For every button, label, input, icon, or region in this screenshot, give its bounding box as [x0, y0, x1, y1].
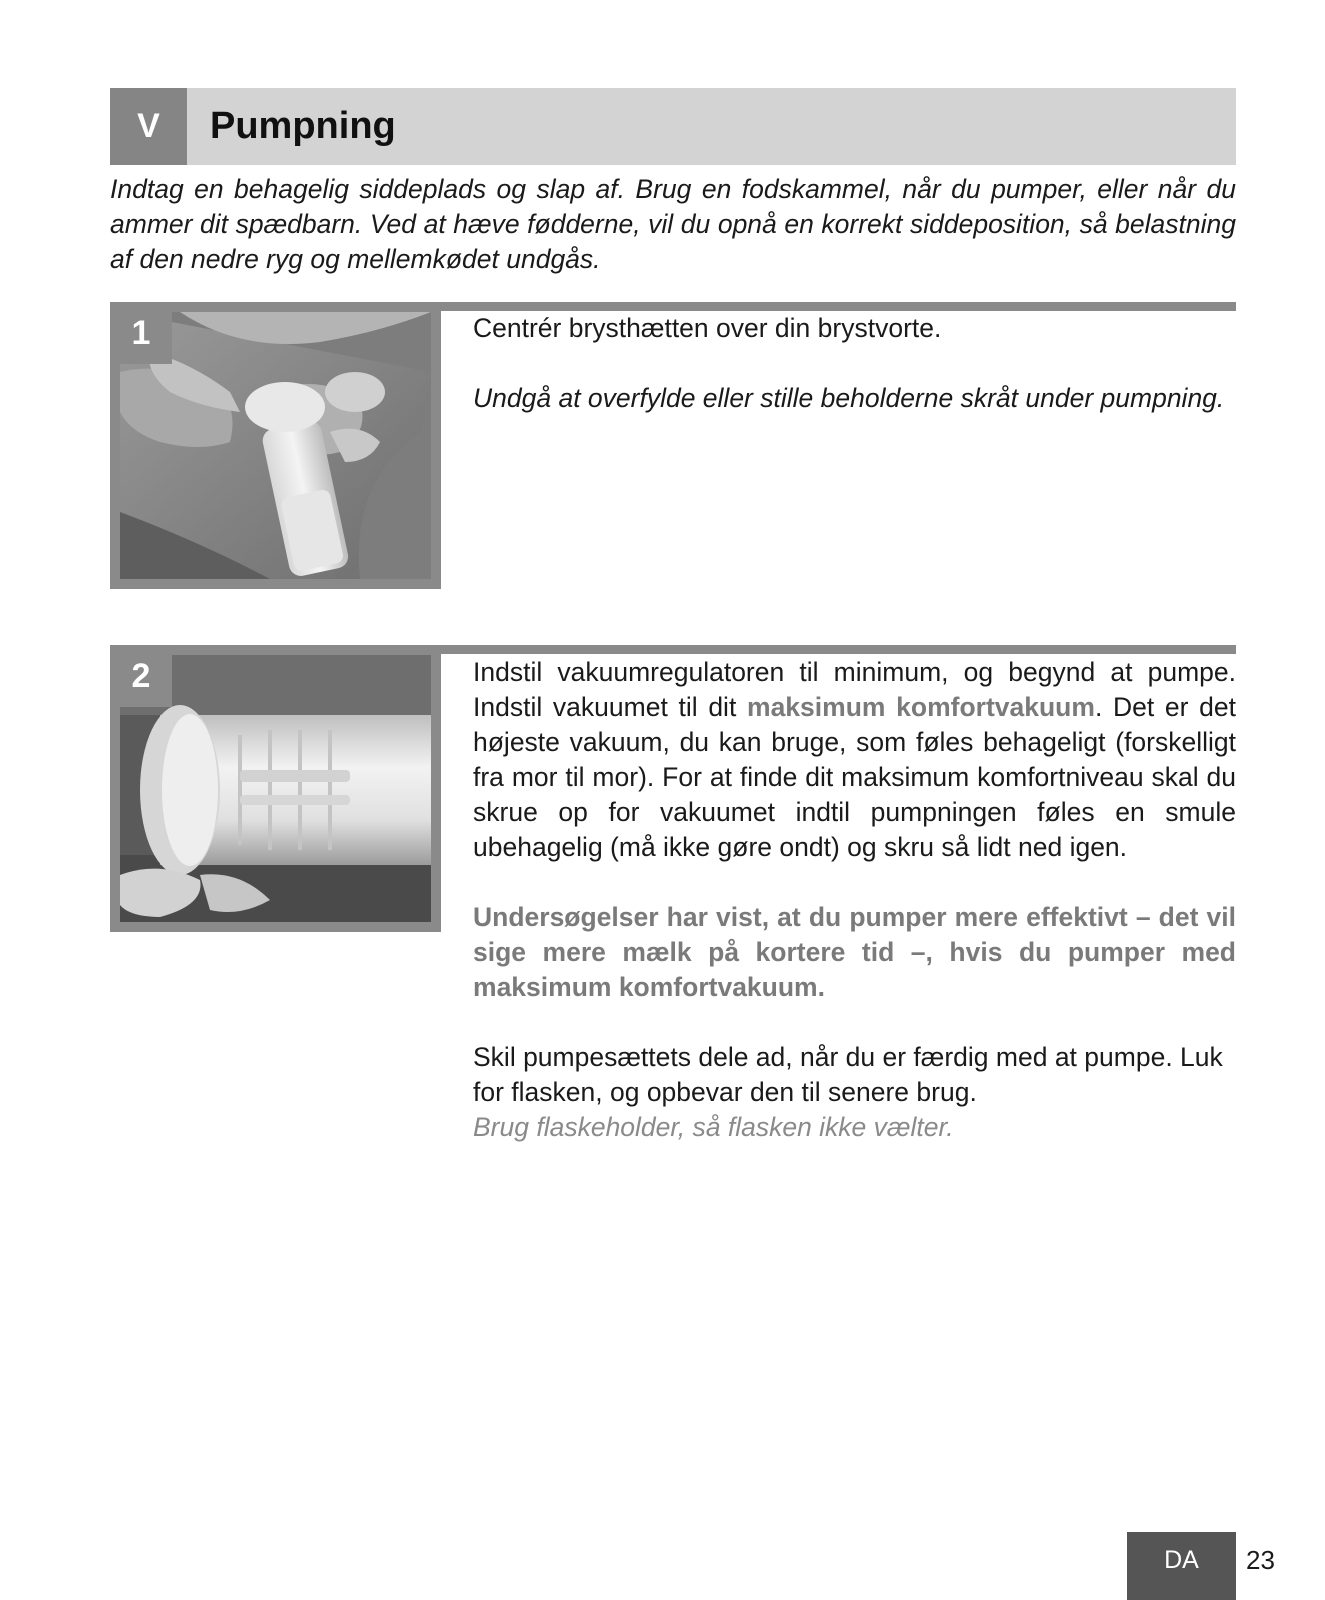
step-2-photo	[110, 645, 441, 932]
step-1-rule	[440, 302, 1236, 311]
step-1-photo	[110, 302, 441, 589]
step-1-number: 1	[110, 302, 172, 364]
step-2-instruction-part-1: Indstil vakuumregulatoren til minimum, og begynd at pumpe. Indstil vakuumet til dit	[473, 657, 1236, 722]
step-2-text	[473, 655, 1236, 1145]
step-2-highlight: Undersøgelser har vist, at du pumper mere effektivt – det vil sige mere mælk på kortere tid –, hvis du pumper med maksimum komfortvakuum.	[473, 902, 1236, 1002]
step-2-instruction-part-2: . Det er det højeste vakuum, du kan bruge, som føles behageligt (forskelligt fra mor til mor). For at finde dit maksimum komfortniveau skal du skrue op for vakuumet indtil pumpningen føles en smule ubehagelig (må ikke gøre ondt) og skru så lidt ned igen.	[473, 692, 1236, 862]
step-2-disassembly: Skil pumpesættets dele ad, når du er færdig med at pumpe. Luk for flasken, og opbevar den til senere brug.	[473, 1042, 1223, 1107]
section-header	[110, 88, 1236, 165]
step-2-instruction-emphasis: maksimum komfortvakuum	[747, 692, 1095, 722]
section-number: V	[110, 88, 187, 165]
page-number: 23	[1246, 1545, 1275, 1575]
step-1-text	[473, 311, 1236, 416]
intro-paragraph: Indtag en behagelig siddeplads og slap af. Brug en fodskammel, når du pumper, eller når du ammer dit spædbarn. Ved at hæve fødderne, vil du opnå en korrekt siddeposition, så belastning af den nedre ryg og mellemkødet undgås.	[110, 174, 1236, 274]
language-tab: DA	[1127, 1532, 1236, 1600]
step-1-note: Undgå at overfylde eller stille beholderne skråt under pumpning.	[473, 383, 1225, 413]
section-title: Pumpning	[210, 105, 396, 147]
step-2-rule	[440, 645, 1236, 654]
step-1-instruction: Centrér brysthætten over din brystvorte.	[473, 313, 942, 343]
step-2-number: 2	[110, 645, 172, 707]
step-2-instruction	[473, 655, 1236, 865]
step-2-note: Brug flaskeholder, så flasken ikke vælter.	[473, 1112, 954, 1142]
